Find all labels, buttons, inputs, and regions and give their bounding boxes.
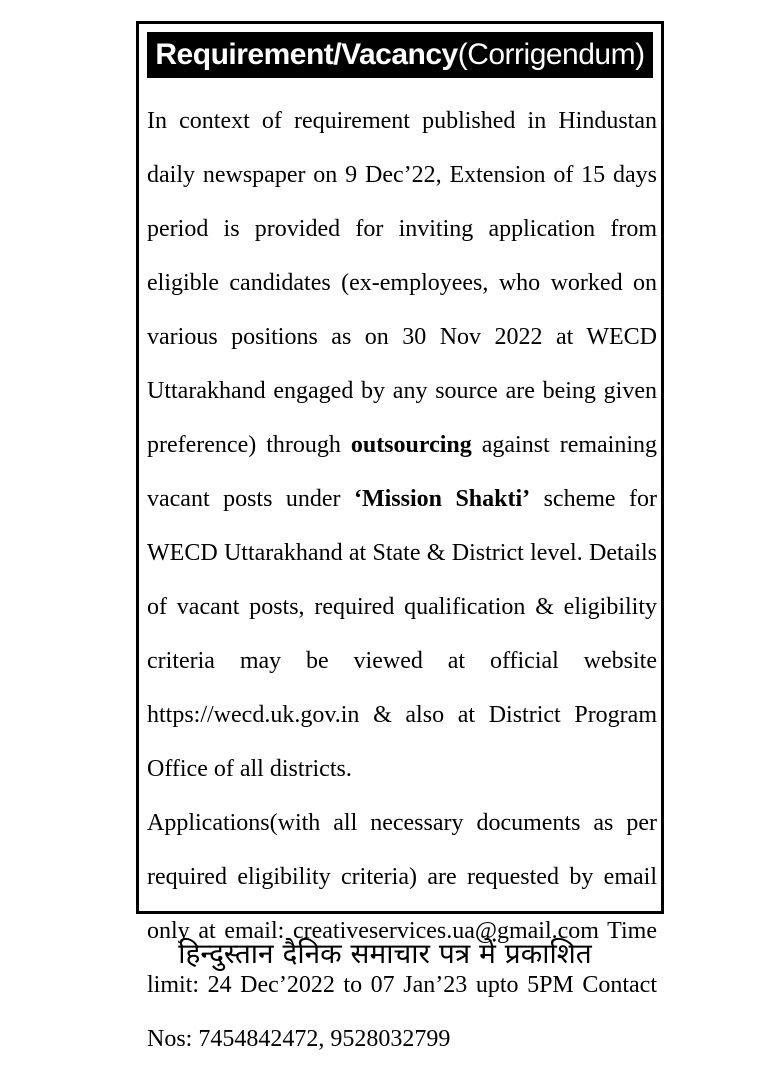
outsourcing-emphasis: outsourcing: [350, 432, 472, 458]
publication-caption: हिन्दुस्तान दैनिक समाचार पत्र में प्रकाशित: [178, 937, 592, 970]
notice-body: [147, 94, 657, 1066]
notice-paragraph-2: Applications(with all necessary documents as per required eligibility criteria) are requested by email only at email: creativeservices.ua@gmail.com Time limit: 24 Dec’2022 to 07 Jan’23 upto 5PM Contact Nos: 7454842472, 9528032799: [147, 810, 657, 1052]
notice-title-bar: [147, 32, 653, 78]
paragraph-1-text-a: In context of requirement published in Hindustan daily newspaper on 9 Dec’22, Extension of 15 days period is provided for inviting application from eligible candidates (ex-employees, who worked on various positions as on 30 Nov 2022 at WECD Uttarakhand engaged by any source are being given preference) through: [147, 108, 657, 458]
notice-paragraph-1: [147, 94, 657, 796]
paragraph-1-text-c: scheme for WECD Uttarakhand at State & District level. Details of vacant posts, required qualification & eligibility criteria may be viewed at official website https://wecd.uk.gov.in & also at District Program Office of all districts.: [147, 486, 657, 782]
paragraph-1-text-b: against remaining vacant posts under: [147, 432, 657, 512]
notice-title-corrigendum: (Corrigendum): [457, 38, 645, 71]
scheme-name: ‘Mission Shakti’: [353, 486, 531, 512]
notice-title: Requirement/Vacancy: [155, 38, 458, 71]
